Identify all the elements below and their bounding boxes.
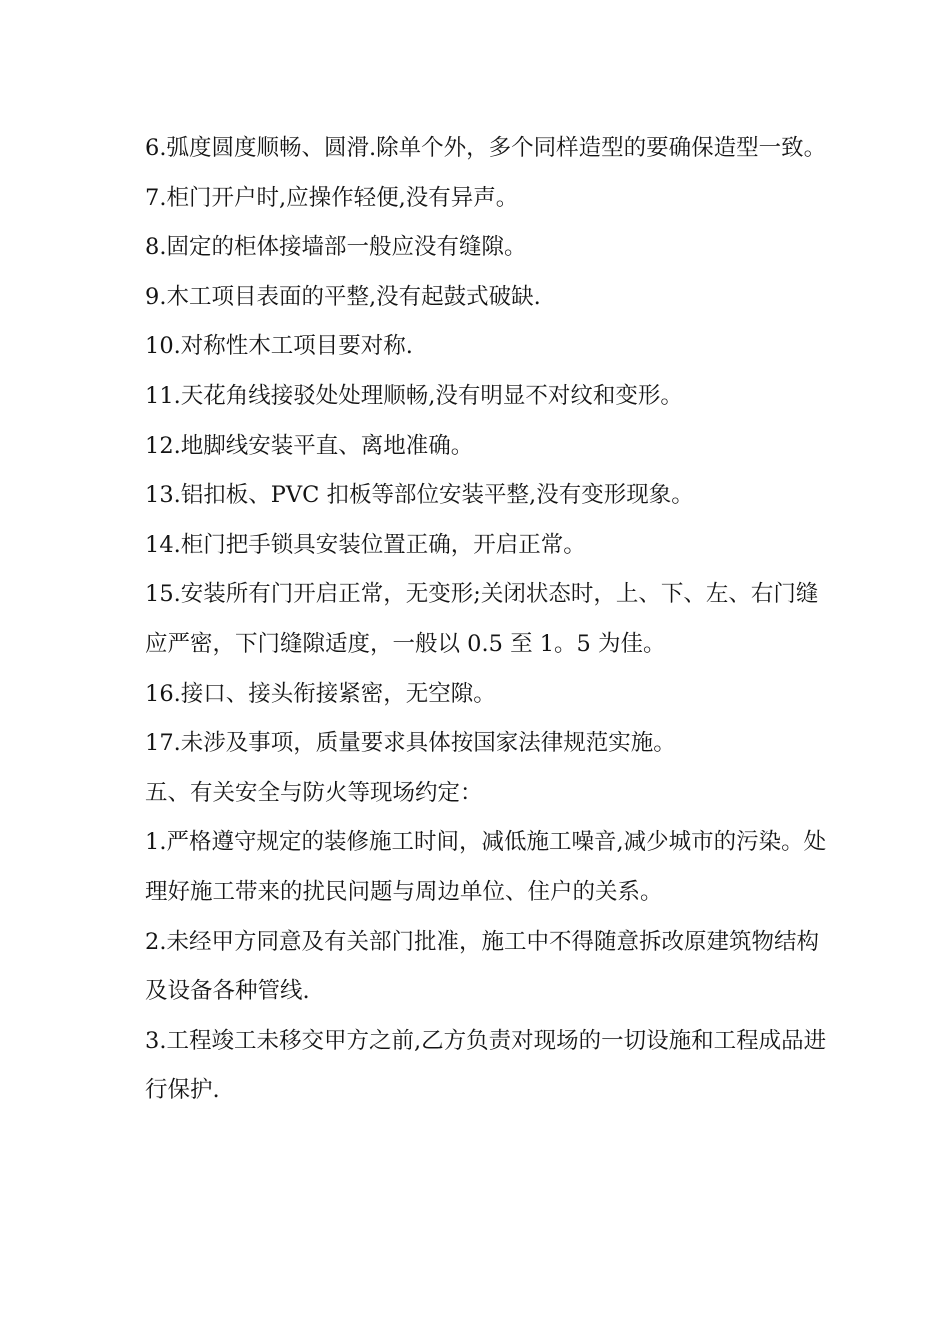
paragraph-8: 8.固定的柜体接墙部一般应没有缝隙。 bbox=[145, 234, 527, 261]
paragraph-16: 16.接口、接头衔接紧密，无空隙。 bbox=[145, 680, 496, 707]
paragraph-13: 13.铝扣板、PVC 扣板等部位安装平整,没有变形现象。 bbox=[145, 482, 694, 509]
paragraph-15: 15.安装所有门开启正常，无变形;关闭状态时，上、下、左、右门缝应严密，下门缝隙适度，一般以 0.5 至 1。5 为佳。 bbox=[145, 581, 819, 657]
paragraph-6: 6.弧度圆度顺畅、圆滑.除单个外，多个同样造型的要确保造型一致。 bbox=[145, 135, 827, 161]
document-page bbox=[145, 124, 835, 1116]
paragraph-14: 14.柜门把手锁具安装位置正确，开启正常。 bbox=[145, 531, 586, 558]
safety-item-2: 2.未经甲方同意及有关部门批准，施工中不得随意拆改原建筑物结构及设备各种管线. bbox=[145, 928, 819, 1005]
paragraph-9: 9.木工项目表面的平整,没有起鼓式破缺. bbox=[145, 283, 541, 310]
section-heading-5: 五、有关安全与防火等现场约定： bbox=[145, 779, 483, 806]
paragraph-10: 10.对称性木工项目要对称. bbox=[145, 333, 413, 360]
paragraph-12: 12.地脚线安装平直、离地准确。 bbox=[145, 432, 474, 459]
safety-item-3: 3.工程竣工未移交甲方之前,乙方负责对现场的一切设施和工程成品进行保护. bbox=[145, 1027, 827, 1104]
paragraph-7: 7.柜门开户时,应操作轻便,没有异声。 bbox=[145, 184, 519, 211]
paragraph-17: 17.未涉及事项，质量要求具体按国家法律规范实施。 bbox=[145, 730, 676, 757]
safety-item-1: 1.严格遵守规定的装修施工时间，减低施工噪音,减少城市的污染。处理好施工带来的扰民问题与周边单位、住户的关系。 bbox=[145, 829, 827, 905]
paragraph-11: 11.天花角线接驳处处理顺畅,没有明显不对纹和变形。 bbox=[145, 382, 683, 409]
